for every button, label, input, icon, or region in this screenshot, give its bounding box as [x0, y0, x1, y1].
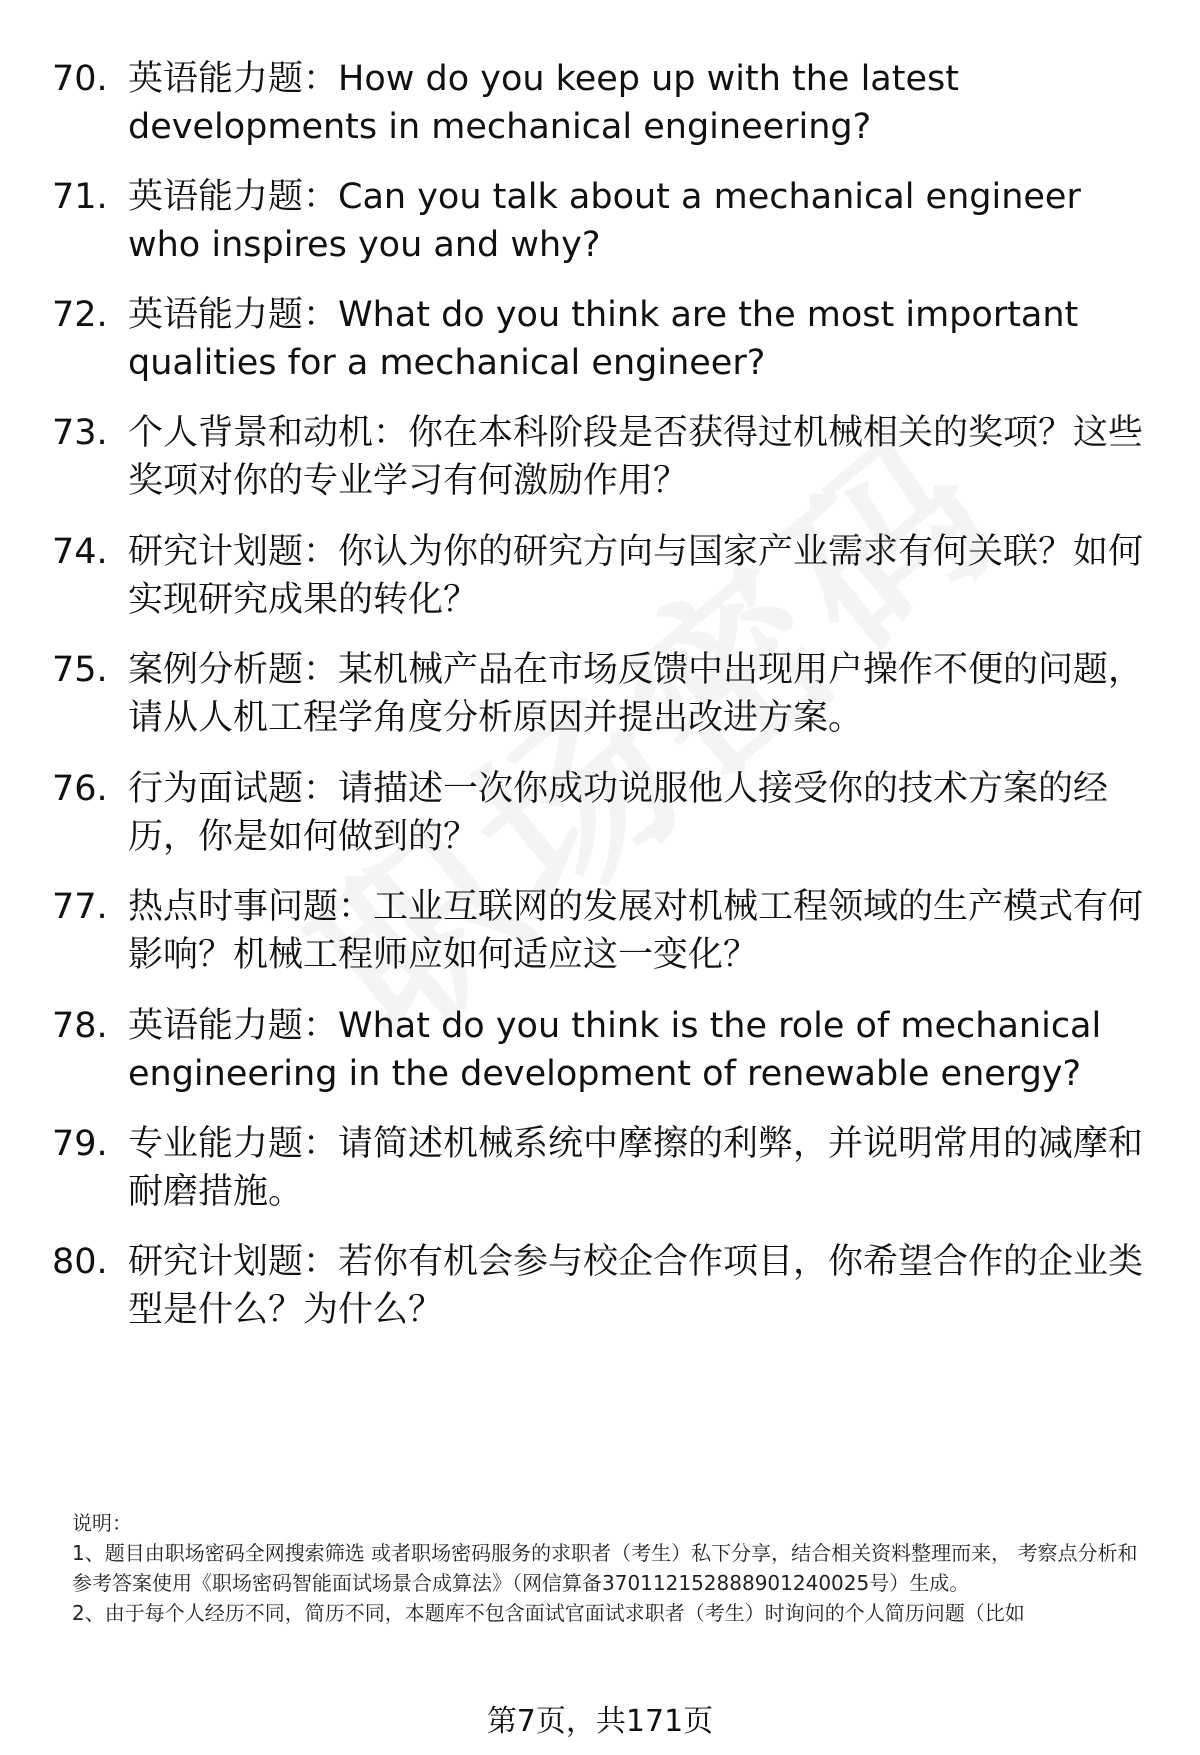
question-number: 71. [52, 177, 108, 217]
notes-title: 说明： [72, 1511, 132, 1535]
question-text: 研究计划题：若你有机会参与校企合作项目，你希望合作的企业类型是什么？为什么？ [128, 1242, 1144, 1330]
notes-section [72, 1508, 1152, 1628]
question-text: 案例分析题：某机械产品在市场反馈中出现用户操作不便的问题，请从人机工程学角度分析原因并提出改进方案。 [128, 650, 1144, 738]
question-number: 72. [52, 295, 108, 335]
question-text: 英语能力题：What do you think are the most important qualities for a mechanical engineer? [128, 295, 1079, 383]
question-text: 研究计划题：你认为你的研究方向与国家产业需求有何关联？如何实现研究成果的转化？ [128, 532, 1144, 620]
question-number: 75. [52, 650, 108, 690]
question-text: 英语能力题：How do you keep up with the latest developments in mechanical engineering? [128, 59, 959, 147]
question-number: 78. [52, 1006, 108, 1046]
question-text: 热点时事问题：工业互联网的发展对机械工程领域的生产模式有何影响？机械工程师应如何适应这一变化？ [128, 887, 1144, 975]
question-text: 英语能力题：What do you think is the role of mechanical engineering in the development of renewable energy? [128, 1006, 1102, 1094]
question-number: 77. [52, 887, 108, 927]
question-number: 80. [52, 1242, 108, 1282]
question-number: 74. [52, 532, 108, 572]
question-text: 专业能力题：请简述机械系统中摩擦的利弊，并说明常用的减摩和耐磨措施。 [128, 1124, 1144, 1212]
question-number: 70. [52, 59, 108, 99]
question-number: 76. [52, 769, 108, 809]
question-text: 行为面试题：请描述一次你成功说服他人接受你的技术方案的经历，你是如何做到的？ [128, 769, 1109, 857]
question-text: 英语能力题：Can you talk about a mechanical engineer who inspires you and why? [128, 177, 1081, 265]
page-footer: 第7页，共171页 [486, 1704, 714, 1739]
note-item: 2、由于每个人经历不同，简历不同，本题库不包含面试官面试求职者（考生）时询问的个人简历问题（比如 [72, 1601, 1025, 1625]
question-number: 73. [52, 413, 108, 453]
question-text: 个人背景和动机：你在本科阶段是否获得过机械相关的奖项？这些奖项对你的专业学习有何激励作用？ [128, 413, 1144, 501]
question-number: 79. [52, 1124, 108, 1164]
note-item: 1、题目由职场密码全网搜索筛选 或者职场密码服务的求职者（考生）私下分享，结合相关资料整理而来， 考察点分析和参考答案使用《职场密码智能面试场景合成算法》（网信算备370112152888901240025号）生成。 [72, 1541, 1138, 1595]
